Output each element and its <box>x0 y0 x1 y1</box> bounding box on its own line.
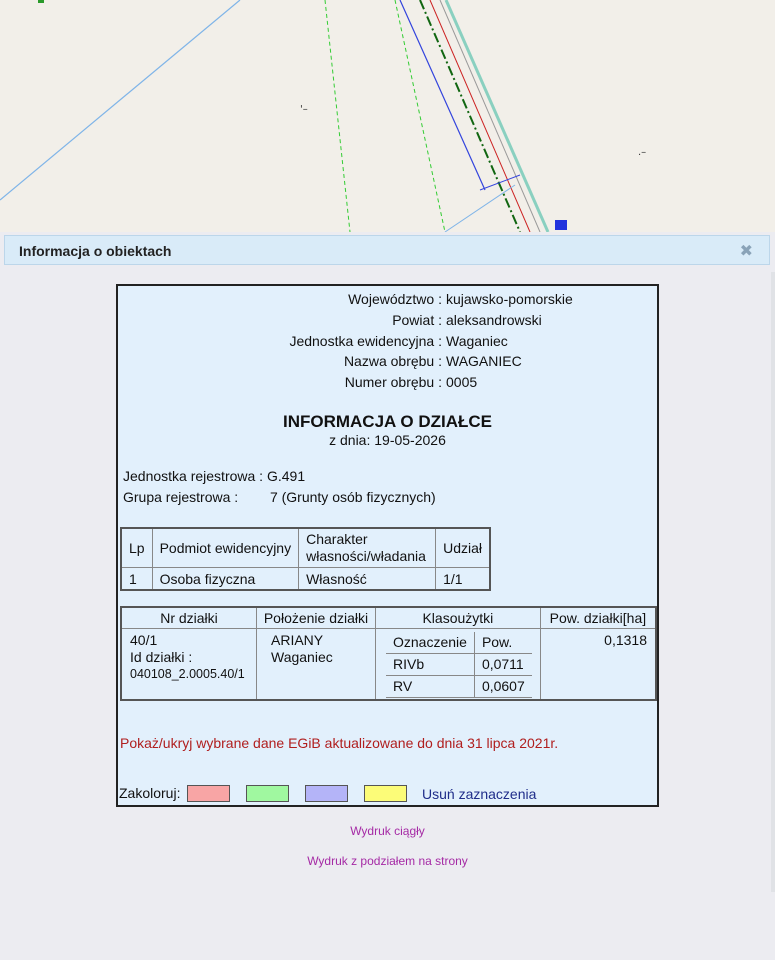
info-value: aleksandrowski <box>446 312 542 328</box>
map-line-grey <box>440 0 540 232</box>
parcel-id-label: Id działki : <box>130 649 193 665</box>
table-header-row <box>121 607 656 629</box>
colorize-label: Zakoloruj: <box>119 785 181 801</box>
parcel-number-cell <box>121 629 257 701</box>
print-continuous-link[interactable]: Wydruk ciągły <box>350 824 425 838</box>
panel-title: Informacja o obiektach <box>19 243 172 259</box>
column-header: Oznaczenie <box>386 632 474 654</box>
table-cell: Własność <box>299 568 436 591</box>
parcel-area-cell: 0,1318 <box>540 629 656 701</box>
column-header: Udział <box>436 528 490 568</box>
toggle-egib-data-link[interactable]: Pokaż/ukryj wybrane dane EGiB aktualizowane do dnia 31 lipca 2021r. <box>120 735 559 751</box>
info-label: Jednostka ewidencyjna : <box>289 333 442 349</box>
table-cell: 0,0607 <box>474 676 531 698</box>
parcel-location-cell <box>257 629 376 701</box>
parcel-id-value: 040108_2.0005.40/1 <box>130 667 245 681</box>
info-value: WAGANIEC <box>446 353 522 369</box>
column-header: Pow. <box>474 632 531 654</box>
table-cell: 1 <box>121 568 152 591</box>
column-header: Położenie działki <box>257 607 376 629</box>
object-info-panel <box>0 232 775 960</box>
registry-group-label: Grupa rejestrowa : <box>123 489 239 505</box>
close-icon[interactable]: ✖ <box>739 243 753 260</box>
registry-unit-value: G.491 <box>266 468 306 484</box>
info-label: Województwo : <box>348 291 442 307</box>
card-title: INFORMACJA O DZIAŁCE <box>282 412 493 431</box>
map-mark: '– <box>300 104 308 115</box>
map-canvas[interactable] <box>0 0 775 232</box>
registry-group-value: 7 (Grunty osób fizycznych) <box>269 489 436 505</box>
info-label: Powiat : <box>392 312 442 328</box>
info-value: 0005 <box>446 374 478 390</box>
table-cell: 1/1 <box>436 568 490 591</box>
color-swatch-yellow[interactable] <box>364 785 407 802</box>
info-value: Waganiec <box>446 333 508 349</box>
panel-header <box>4 235 770 265</box>
table-row <box>121 568 490 591</box>
clear-selection-link[interactable]: Usuń zaznaczenia <box>422 786 537 802</box>
table-row <box>386 654 532 676</box>
color-swatch-green[interactable] <box>246 785 289 802</box>
color-swatch-red[interactable] <box>187 785 230 802</box>
table-row <box>121 629 656 701</box>
table-cell: 0,0711 <box>474 654 531 676</box>
registry-group-row <box>123 489 436 505</box>
report-date: z dnia: 19-05-2026 <box>329 432 446 448</box>
print-paged-link[interactable]: Wydruk z podziałem na strony <box>307 854 468 868</box>
map-marker-green <box>38 0 44 3</box>
map-line-red <box>430 0 530 232</box>
map-line-blue-2 <box>445 185 515 232</box>
column-header: Nr działki <box>121 607 257 629</box>
map-line-road-edge <box>420 0 520 232</box>
column-header: Pow. działki[ha] <box>540 607 656 629</box>
column-header: Podmiot ewidencyjny <box>152 528 299 568</box>
table-cell: Osoba fizyczna <box>152 568 299 591</box>
land-class-table <box>386 632 532 698</box>
column-header: Lp <box>121 528 152 568</box>
parcel-table <box>120 606 657 701</box>
map-line-green-2 <box>395 0 445 232</box>
scrollbar[interactable] <box>771 272 775 892</box>
map-mark-2: .– <box>638 147 647 158</box>
column-header: Charakter własności/władania <box>299 528 436 568</box>
table-cell: RV <box>386 676 474 698</box>
info-label: Nazwa obrębu : <box>343 353 442 369</box>
land-class-cell <box>376 629 541 701</box>
table-header-row <box>121 528 490 568</box>
map-view[interactable] <box>0 0 775 232</box>
info-value: kujawsko-pomorskie <box>446 291 573 307</box>
parcel-number: 40/1 <box>130 632 158 648</box>
parcel-location-line: ARIANY <box>271 632 324 648</box>
table-row <box>386 676 532 698</box>
parcel-location-line: Waganiec <box>271 649 333 665</box>
registry-unit-label: Jednostka rejestrowa : <box>123 468 264 484</box>
table-cell: RIVb <box>386 654 474 676</box>
map-line-blue <box>0 0 240 200</box>
parcel-info-card <box>116 284 659 807</box>
map-marker <box>555 220 567 230</box>
info-label: Numer obrębu : <box>344 374 442 390</box>
column-header: Klasoużytki <box>376 607 541 629</box>
map-line-green <box>325 0 350 232</box>
color-swatch-blue[interactable] <box>305 785 348 802</box>
table-header-row <box>386 632 532 654</box>
owners-table <box>120 527 491 591</box>
registry-unit-row <box>123 468 305 484</box>
